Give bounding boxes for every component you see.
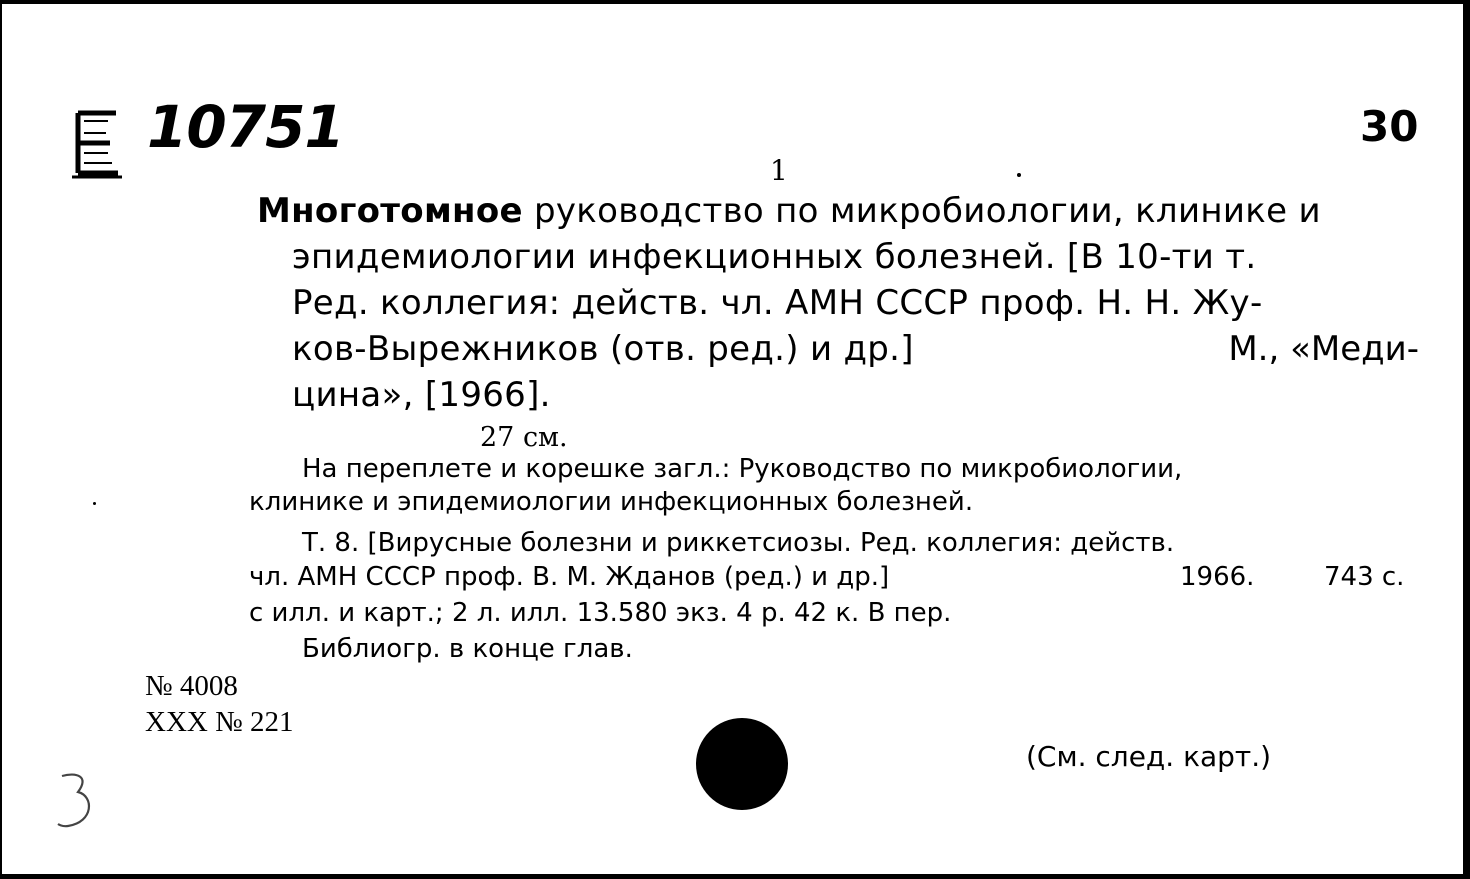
accession-number: № 4008 bbox=[145, 670, 238, 702]
note-line: с илл. и карт.; 2 л. илл. 13.580 экз. 4 р. 42 к. В пер. bbox=[249, 598, 952, 628]
description-line-4: ков-Вырежников (отв. ред.) и др.] bbox=[292, 329, 914, 369]
description-line-1 bbox=[257, 191, 1321, 231]
physical-size: 27 см. bbox=[480, 422, 568, 453]
note-line: клинике и эпидемиологии инфекционных болезней. bbox=[249, 487, 974, 517]
note-line: Библиогр. в конце глав. bbox=[302, 634, 633, 664]
pencil-mark-icon bbox=[54, 770, 98, 832]
note-year: 1966. bbox=[1180, 562, 1255, 592]
card-count: 30 bbox=[1360, 102, 1419, 151]
ink-dot bbox=[93, 502, 96, 505]
ink-dot bbox=[1017, 173, 1021, 177]
punch-hole bbox=[696, 718, 788, 810]
volume-mark: 1 bbox=[770, 154, 788, 187]
description-text: руководство по микробиологии, клинике и bbox=[533, 191, 1321, 231]
note-line: чл. АМН СССР проф. В. М. Жданов (ред.) и др.] bbox=[249, 562, 890, 592]
accession-series: XXX № 221 bbox=[145, 706, 294, 738]
call-number: 10751 bbox=[147, 93, 344, 161]
title-bold: Многотомное bbox=[257, 191, 523, 231]
note-line: Т. 8. [Вирусные болезни и риккетсиозы. Ред. коллегия: действ. bbox=[302, 528, 1175, 558]
description-line-3: Ред. коллегия: действ. чл. АМН СССР проф. Н. Н. Жу- bbox=[292, 283, 1263, 323]
description-line-2: эпидемиологии инфекционных болезней. [В 10-ти т. bbox=[292, 237, 1257, 277]
catalog-card bbox=[2, 4, 1463, 874]
imprint-place: М., «Меди- bbox=[1228, 329, 1419, 369]
continuation-note: (См. след. карт.) bbox=[1026, 740, 1272, 773]
note-line: На переплете и корешке загл.: Руководство по микробиологии, bbox=[302, 454, 1183, 484]
description-line-5: цина», [1966]. bbox=[292, 375, 551, 415]
library-stamp-icon bbox=[70, 107, 124, 179]
note-pages: 743 с. bbox=[1324, 562, 1405, 592]
